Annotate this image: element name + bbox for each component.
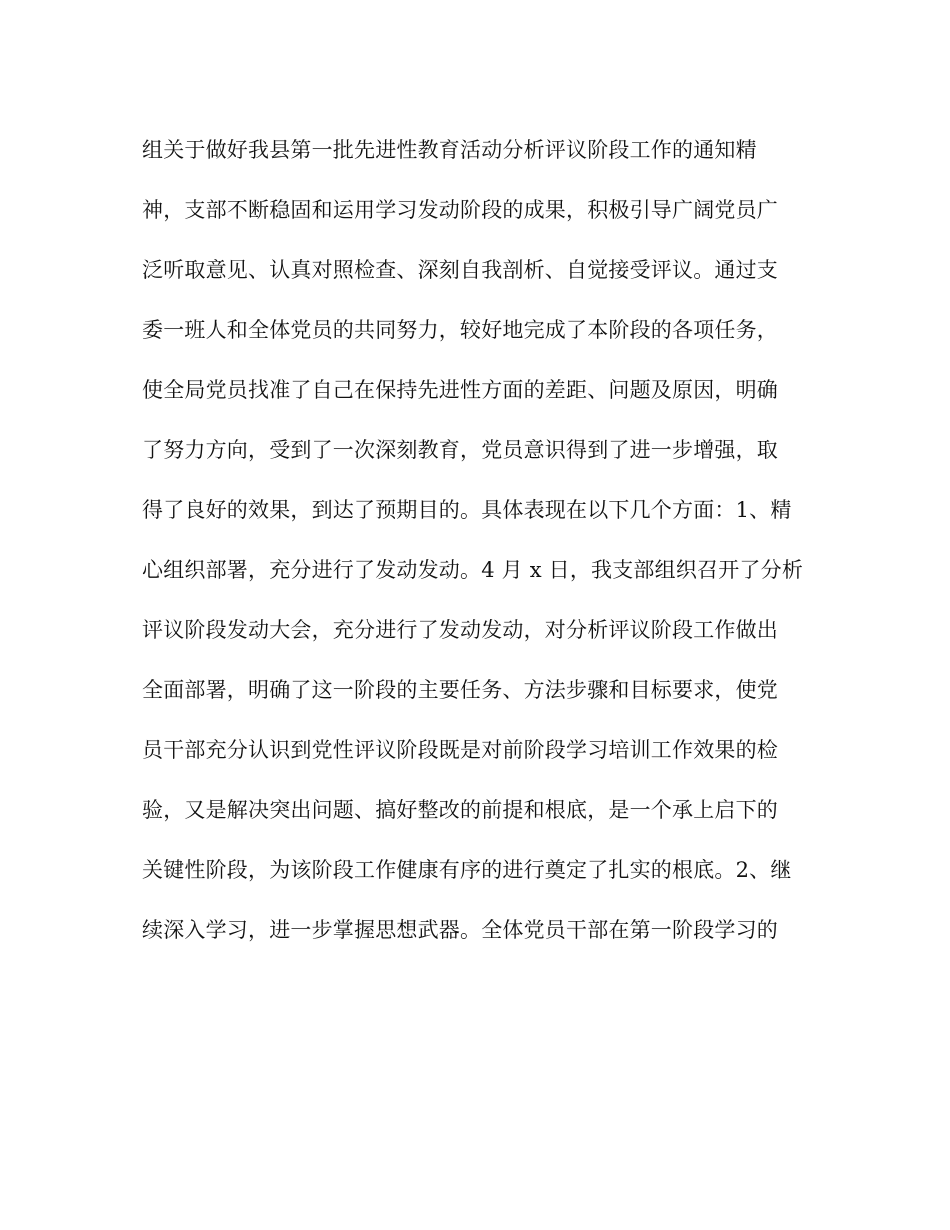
text-line: 委一班人和全体党员的共同努力，较好地完成了本阶段的各项任务， bbox=[142, 318, 778, 342]
text-line: 得了良好的效果，到达了预期目的。具体表现在以下几个方面：1、精 bbox=[142, 498, 792, 522]
text-line: 组关于做好我县第一批先进性教育活动分析评议阶段工作的通知精 bbox=[142, 138, 757, 162]
text-line: 关键性阶段，为该阶段工作健康有序的进行奠定了扎实的根底。2、继 bbox=[142, 858, 792, 882]
text-line: 全面部署，明确了这一阶段的主要任务、方法步骤和目标要求，使党 bbox=[142, 678, 778, 702]
text-line: 心组织部署，充分进行了发动发动。4 月 x 日，我支部组织召开了分析 bbox=[142, 558, 804, 582]
text-line: 评议阶段发动大会，充分进行了发动发动，对分析评议阶段工作做出 bbox=[142, 618, 778, 642]
text-line: 神，支部不断稳固和运用学习发动阶段的成果，积极引导广阔党员广 bbox=[142, 198, 778, 222]
text-line: 使全局党员找准了自己在保持先进性方面的差距、问题及原因，明确 bbox=[142, 378, 778, 402]
text-line: 员干部充分认识到党性评议阶段既是对前阶段学习培训工作效果的检 bbox=[142, 738, 778, 762]
text-line: 验，又是解决突出问题、搞好整改的前提和根底，是一个承上启下的 bbox=[142, 798, 778, 822]
text-line: 了努力方向，受到了一次深刻教育，党员意识得到了进一步增强，取 bbox=[142, 438, 778, 462]
text-line: 续深入学习，进一步掌握思想武器。全体党员干部在第一阶段学习的 bbox=[142, 918, 778, 942]
document-body bbox=[142, 120, 822, 960]
text-line: 泛听取意见、认真对照检查、深刻自我剖析、自觉接受评议。通过支 bbox=[142, 258, 778, 282]
